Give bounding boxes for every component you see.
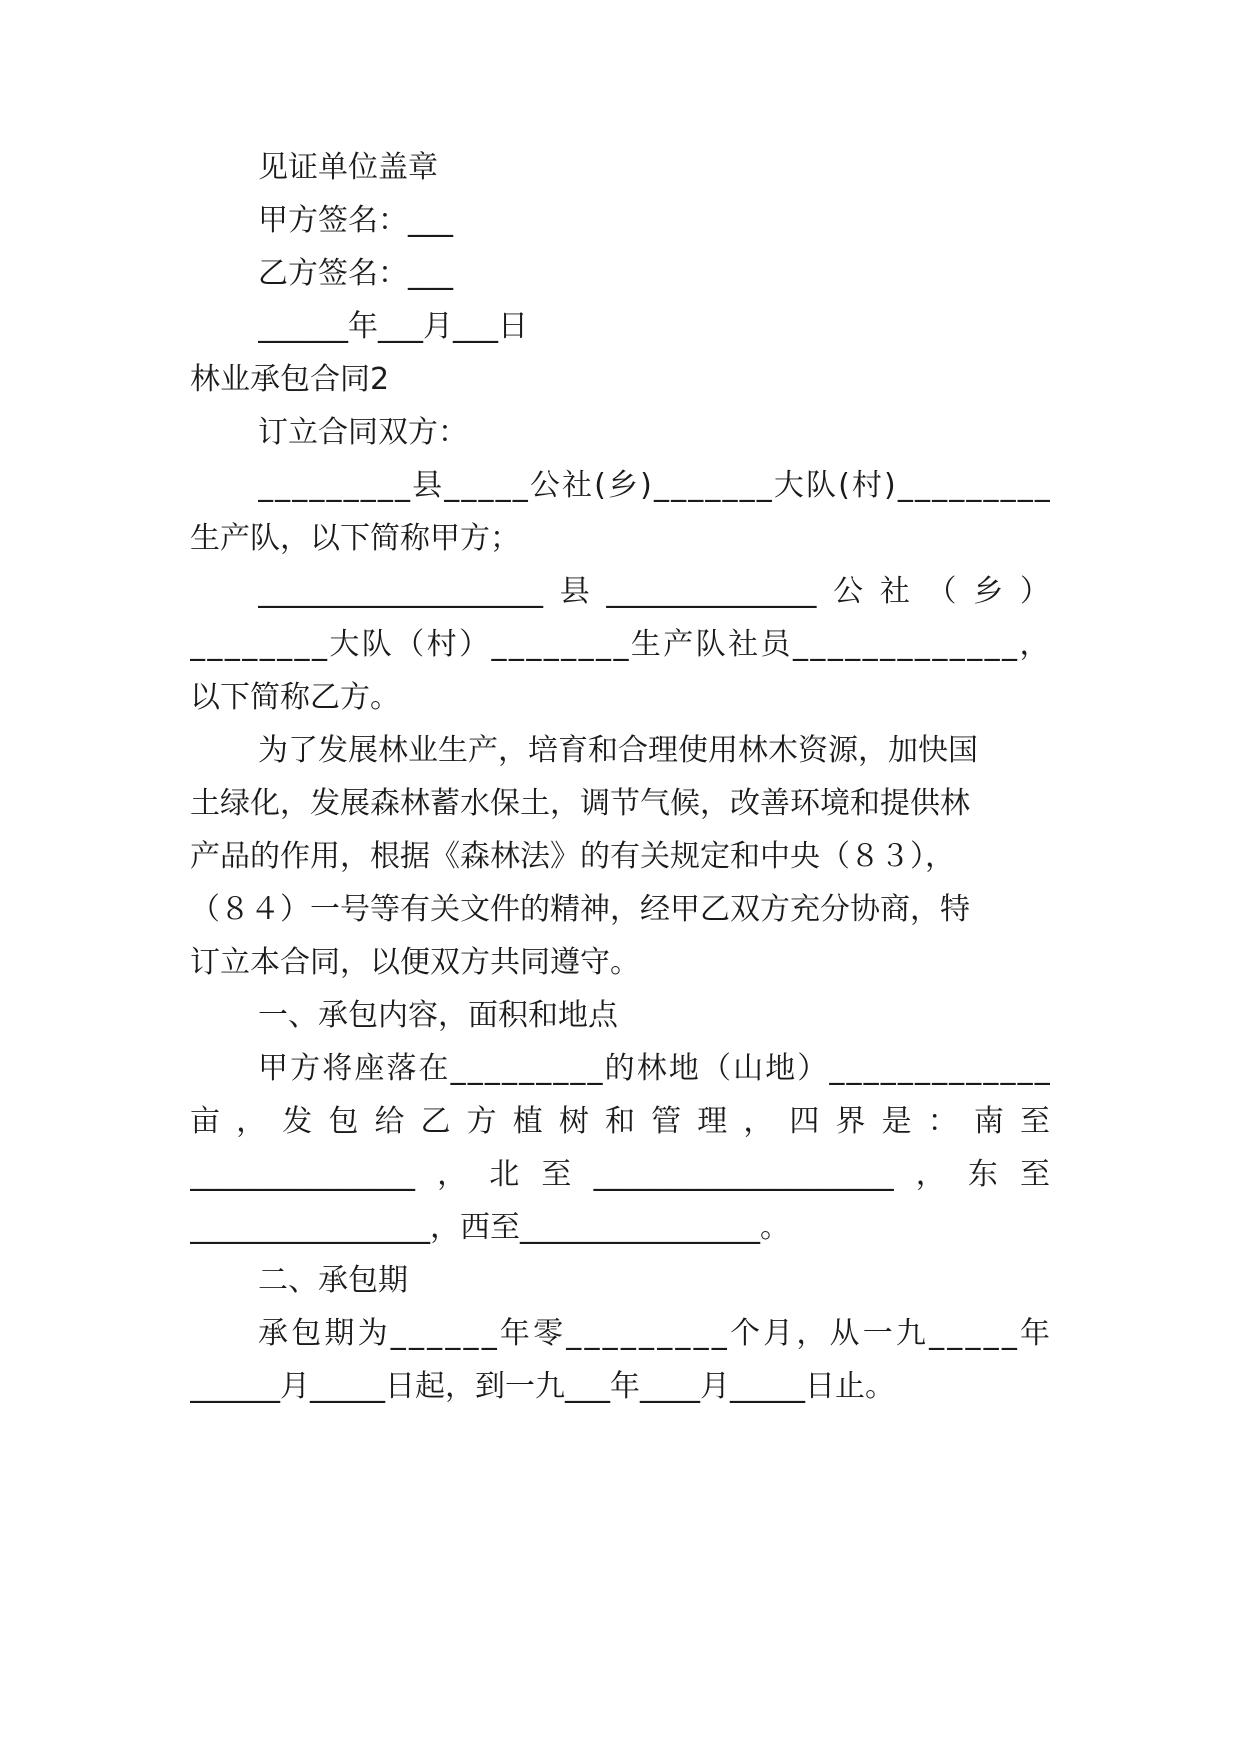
text-line [190, 1102, 1050, 1142]
text-token: 乙 [420, 1104, 451, 1139]
text-char: _ [277, 627, 293, 662]
text-line: 见证单位盖章 [258, 150, 438, 185]
text-char: _ [224, 627, 240, 662]
text-token: 是 [881, 1104, 912, 1139]
text-char: 山 [733, 1051, 764, 1086]
text-char: _ [880, 627, 896, 662]
text-char: 年 [1020, 1316, 1050, 1351]
text-char: _ [756, 468, 772, 503]
text-char: _ [722, 468, 738, 503]
text-line: 一、承包内容，面积和地点 [258, 998, 618, 1033]
text-char: _ [495, 468, 511, 503]
text-char: _ [360, 468, 376, 503]
text-char: _ [450, 1051, 466, 1086]
text-char: 零 [533, 1316, 564, 1351]
text-char: _ [1034, 1051, 1050, 1086]
text-char: 员 [760, 627, 791, 662]
text-token: 南 [973, 1104, 1004, 1139]
text-char: _ [501, 1051, 517, 1086]
text-char: _ [966, 468, 982, 503]
text-token: 给 [374, 1104, 405, 1139]
text-char: 公 [529, 468, 560, 503]
text-char: _ [445, 1316, 461, 1351]
text-char: 的 [604, 1051, 635, 1086]
text-char: _ [880, 1051, 896, 1086]
text-char: _ [484, 1051, 500, 1086]
text-char: _ [566, 1316, 582, 1351]
text-char: 座 [354, 1051, 385, 1086]
text-char: _ [984, 627, 1000, 662]
text-char: _ [639, 1316, 654, 1351]
text-token: ____________________ [593, 1157, 894, 1192]
text-token: 方 [466, 1104, 497, 1139]
text-char: _ [1000, 468, 1016, 503]
text-char: _ [897, 468, 913, 503]
text-token: 至 [1019, 1157, 1050, 1192]
text-char: _ [275, 468, 291, 503]
text-char: 地 [668, 1051, 699, 1086]
text-char: 九 [895, 1316, 926, 1351]
text-char: _ [949, 627, 965, 662]
text-char: 产 [663, 627, 694, 662]
text-char: 年 [499, 1316, 530, 1351]
text-line: ______年___月___日 [258, 309, 528, 344]
text-char: ， [796, 1316, 827, 1351]
text-token: 植 [512, 1104, 543, 1139]
text-char: _ [675, 1316, 691, 1351]
text-char: _ [491, 627, 507, 662]
text-char: 个 [729, 1316, 760, 1351]
text-char: 村 [426, 627, 457, 662]
text-char: _ [553, 1051, 569, 1086]
text-char: _ [311, 627, 327, 662]
text-char: _ [949, 1051, 965, 1086]
text-char: _ [1017, 468, 1033, 503]
text-token: 四 [789, 1104, 820, 1139]
text-char: _ [949, 468, 965, 503]
text-line: 产品的作用，根据《森林法》的有关规定和中央（８３）， [190, 839, 955, 874]
text-char: 社 [728, 627, 759, 662]
text-char: _ [914, 1051, 930, 1086]
text-line [258, 572, 1050, 612]
text-token: ___________________ [258, 574, 543, 609]
text-char: _ [377, 468, 393, 503]
text-char: _ [427, 1316, 443, 1351]
text-token: ） [1019, 574, 1050, 609]
text-char: _ [845, 627, 861, 662]
text-char: _ [688, 468, 704, 503]
text-char: _ [965, 1316, 981, 1351]
text-char: _ [587, 1051, 603, 1086]
text-char: _ [705, 468, 721, 503]
text-line: 以下简称乙方。 [190, 680, 400, 715]
text-char: _ [1000, 1051, 1016, 1086]
text-token: （ [926, 574, 957, 609]
text-line: 二、承包期 [258, 1263, 408, 1298]
text-char: _ [326, 468, 342, 503]
text-line: ______月_____日起，到一九___年____月_____日止。 [190, 1369, 895, 1404]
text-char: _ [578, 627, 594, 662]
text-char: _ [693, 1316, 709, 1351]
text-token: 树 [558, 1104, 589, 1139]
text-token: 北 [489, 1157, 520, 1192]
text-char: _ [536, 1051, 552, 1086]
text-char: _ [914, 627, 930, 662]
text-char: _ [897, 627, 913, 662]
text-char: _ [242, 627, 258, 662]
text-char: _ [863, 1051, 879, 1086]
text-char: ， [1019, 627, 1050, 662]
text-char: _ [543, 627, 559, 662]
text-char: _ [932, 627, 948, 662]
text-char: 生 [630, 627, 661, 662]
text-char: _ [671, 468, 687, 503]
text-char: _ [190, 627, 205, 662]
text-char: ） [797, 1051, 828, 1086]
text-line [190, 625, 1050, 665]
text-char: ( [594, 468, 606, 503]
text-char: _ [207, 627, 223, 662]
text-token: ， [743, 1104, 774, 1139]
text-char: 一 [862, 1316, 893, 1351]
text-char: _ [932, 468, 948, 503]
text-token: 至 [541, 1157, 572, 1192]
text-char: ) [640, 468, 652, 503]
text-char: _ [481, 1316, 497, 1351]
text-char: _ [602, 1316, 618, 1351]
text-char: （ [700, 1051, 731, 1086]
text-char: 县 [412, 468, 443, 503]
text-line [258, 1049, 1050, 1089]
text-char: _ [739, 468, 755, 503]
text-line: 甲方签名：___ [258, 203, 453, 238]
text-token: 公 [833, 574, 864, 609]
text-char: _ [653, 468, 669, 503]
text-token: 界 [835, 1104, 866, 1139]
text-line [258, 466, 1050, 506]
text-char: 在 [418, 1051, 449, 1086]
text-char: _ [862, 627, 878, 662]
text-char: _ [584, 1316, 600, 1351]
text-char: _ [390, 1316, 406, 1351]
text-char: 乡 [607, 468, 638, 503]
text-char: _ [1001, 1316, 1017, 1351]
text-line: 订立合同双方： [258, 415, 468, 450]
text-char: _ [1034, 468, 1050, 503]
text-line: 订立本合同，以便双方共同遵守。 [190, 945, 640, 980]
text-char: 林 [636, 1051, 667, 1086]
text-line: （８４）一号等有关文件的精神，经甲乙双方充分协商，特 [190, 892, 970, 927]
text-char: _ [846, 1051, 862, 1086]
text-char: _ [478, 468, 494, 503]
text-char: _ [561, 627, 577, 662]
text-char: 包 [291, 1316, 322, 1351]
text-char: _ [309, 468, 325, 503]
text-char: 队 [805, 468, 836, 503]
text-token: ， [915, 1157, 946, 1192]
text-char: _ [983, 1316, 999, 1351]
text-token: ______________ [606, 574, 817, 609]
text-char: _ [259, 627, 275, 662]
text-char: 期 [324, 1316, 355, 1351]
text-char: _ [657, 1316, 673, 1351]
text-line: 乙方签名：___ [258, 256, 453, 291]
text-char: 方 [290, 1051, 321, 1086]
text-char: _ [929, 1316, 945, 1351]
text-token: 理 [697, 1104, 728, 1139]
text-token: _______________ [190, 1157, 415, 1192]
text-char: _ [792, 627, 808, 662]
text-token: 社 [879, 574, 910, 609]
text-char: _ [966, 1051, 982, 1086]
text-line: 林业承包合同2 [190, 362, 390, 397]
text-char: _ [570, 1051, 586, 1086]
text-token: ： [927, 1104, 958, 1139]
text-char: _ [620, 1316, 636, 1351]
text-char: ( [838, 468, 850, 503]
text-char: _ [343, 468, 359, 503]
text-char: _ [829, 1051, 845, 1086]
text-char: 从 [829, 1316, 860, 1351]
text-char: _ [967, 627, 983, 662]
text-char: _ [915, 468, 930, 503]
text-char: _ [512, 468, 528, 503]
text-char: _ [526, 627, 542, 662]
text-char: 将 [322, 1051, 353, 1086]
text-char: 队 [361, 627, 392, 662]
text-token: 县 [559, 574, 590, 609]
text-char: _ [897, 1051, 913, 1086]
text-token: ， [437, 1157, 468, 1192]
text-char: _ [292, 468, 308, 503]
text-char: 承 [258, 1316, 288, 1351]
text-char: _ [983, 468, 999, 503]
text-char: 大 [773, 468, 804, 503]
text-token: 亩 [190, 1104, 220, 1139]
text-line: 土绿化，发展森林蓄水保土，调节气候，改善环境和提供林 [190, 786, 970, 821]
text-char: _ [711, 1316, 727, 1351]
text-line [258, 1314, 1050, 1354]
text-char: 为 [357, 1316, 388, 1351]
text-char: _ [395, 468, 410, 503]
text-char: ) [884, 468, 896, 503]
text-char: （ [394, 627, 425, 662]
text-token: ， [236, 1104, 267, 1139]
text-char: _ [827, 627, 843, 662]
text-char: _ [519, 1051, 535, 1086]
text-char: _ [983, 1051, 999, 1086]
text-token: 发 [282, 1104, 313, 1139]
text-token: 包 [328, 1104, 359, 1139]
text-char: _ [613, 627, 629, 662]
text-line: ________________，西至________________。 [190, 1210, 790, 1245]
text-char: _ [463, 1316, 479, 1351]
text-char: _ [947, 1316, 963, 1351]
text-char: _ [461, 468, 477, 503]
text-char: 地 [765, 1051, 796, 1086]
text-char: _ [467, 1051, 483, 1086]
text-char: _ [1017, 1051, 1033, 1086]
text-char: _ [596, 627, 612, 662]
text-token: 管 [651, 1104, 682, 1139]
text-line: 为了发展林业生产，培育和合理使用林木资源，加快国 [258, 733, 978, 768]
text-char: _ [294, 627, 310, 662]
text-char: 社 [562, 468, 592, 503]
text-char: _ [932, 1051, 948, 1086]
text-char: _ [810, 627, 826, 662]
text-token: 乡 [973, 574, 1004, 609]
text-char: 村 [851, 468, 882, 503]
text-char: _ [1002, 627, 1018, 662]
text-char: _ [444, 468, 460, 503]
text-char: 月 [763, 1316, 794, 1351]
text-char: _ [258, 468, 273, 503]
text-char: ） [459, 627, 490, 662]
text-token: 东 [967, 1157, 998, 1192]
text-line: 生产队，以下简称甲方； [190, 521, 520, 556]
text-line [190, 1155, 1050, 1195]
text-token: 至 [1019, 1104, 1050, 1139]
text-char: 甲 [258, 1051, 288, 1086]
text-char: 大 [329, 627, 360, 662]
text-char: 队 [695, 627, 726, 662]
text-char: _ [508, 627, 524, 662]
text-token: 和 [604, 1104, 635, 1139]
text-char: 落 [386, 1051, 417, 1086]
text-char: _ [408, 1316, 424, 1351]
